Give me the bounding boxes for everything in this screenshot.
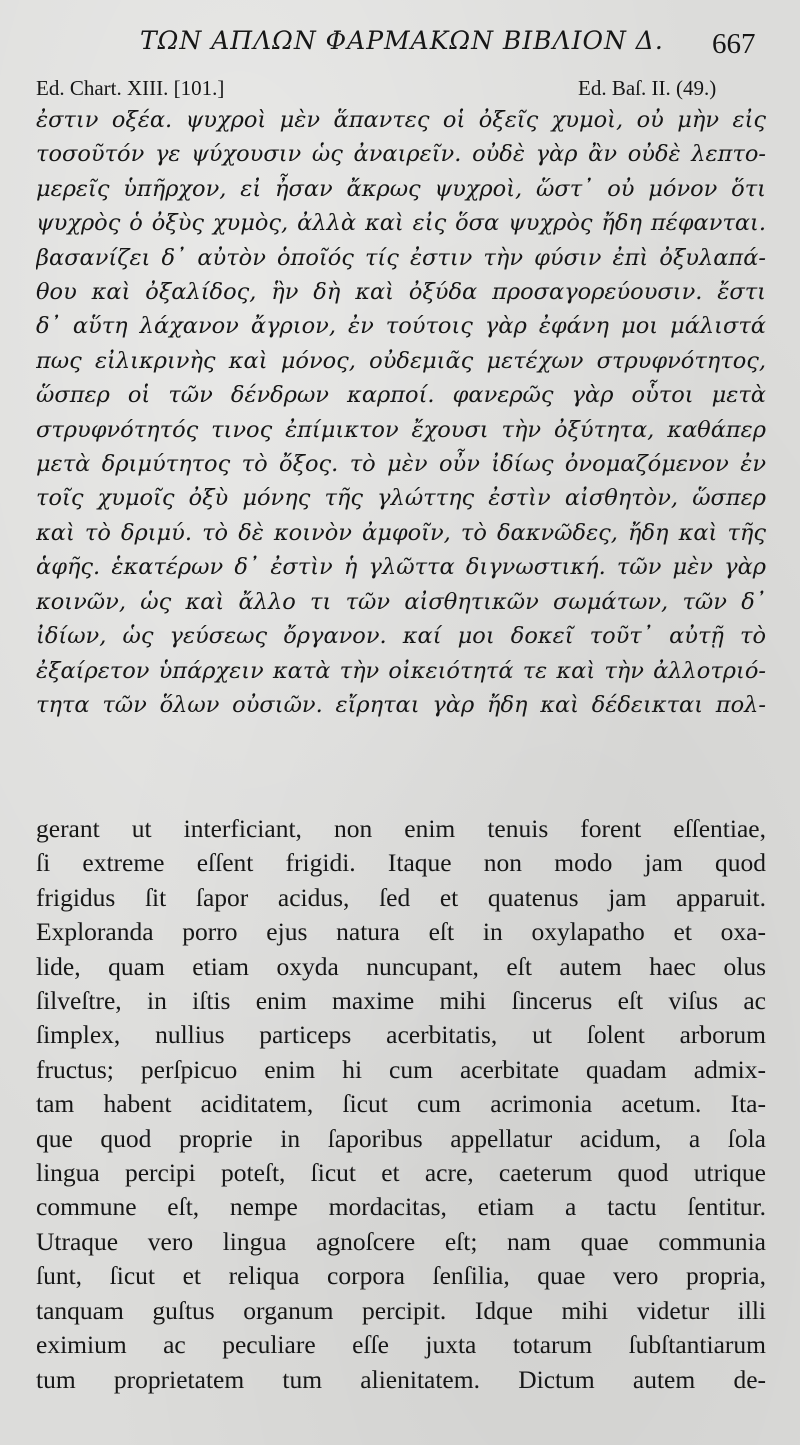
greek-line: μερεῖς ὑπῆρχον, εἰ ἦσαν ἄκρως ψυχροὶ, ὥστ᾽ οὐ μόνον ὅτι <box>36 175 766 202</box>
latin-line: lide, quam etiam oxyda nuncupant, eſt autem haec olus <box>36 951 766 981</box>
latin-line: gerant ut interficiant, non enim tenuis forent eſſentiae, <box>36 814 766 843</box>
greek-line: ἐστιν οξέα. ψυχροὶ μὲν ἅπαντες οἱ ὀξεῖς χυμοὶ, οὐ μὴν εἰς <box>36 107 766 133</box>
greek-line: κοινῶν, ὡς καὶ ἄλλο τι τῶν αἰσθητικῶν σωμάτων, τῶν δ᾽ <box>36 588 766 615</box>
latin-line: eximium ac peculiare eſſe juxta totarum ſubſtantiarum <box>36 1330 766 1360</box>
latin-text-block <box>36 812 766 1397</box>
greek-line: ἁφῆς. ἑκατέρων δ᾽ ἐστὶν ἡ γλῶττα διγνωστική. τῶν μὲν γὰρ <box>36 554 766 581</box>
greek-line: βασανίζει δ᾽ αὐτὸν ὁποῖός τίς ἐστιν τὴν φύσιν ἐπὶ ὀξυλαπά- <box>36 244 766 271</box>
greek-line: ὥσπερ οἱ τῶν δένδρων καρποί. φανερῶς γὰρ οὗτοι μετὰ <box>36 382 766 409</box>
latin-line: que quod proprie in ſaporibus appellatur acidum, a ſola <box>36 1123 766 1153</box>
running-title: ΤΩΝ ΑΠΛΩΝ ΦΑΡΜΑΚΩΝ ΒΙΒΛΙΟΝ Δ. <box>140 26 664 55</box>
greek-line: θου καὶ ὀξαλίδος, ἣν δὴ καὶ ὀξύδα προσαγορεύουσιν. ἔστι <box>36 279 766 306</box>
greek-line: καὶ τὸ δριμύ. τὸ δὲ κοινὸν ἀμφοῖν, τὸ δακνῶδες, ἤδη καὶ τῆς <box>36 519 766 546</box>
latin-line: ſunt, ſicut et reliqua corpora ſenſilia, quae vero propria, <box>36 1261 766 1291</box>
latin-line: Utraque vero lingua agnoſcere eſt; nam quae communia <box>36 1226 766 1256</box>
latin-line: lingua percipi poteſt, ſicut et acre, caeterum quod utrique <box>36 1158 766 1188</box>
greek-line: τοσοῦτόν γε ψύχουσιν ὡς ἀναιρεῖν. οὐδὲ γὰρ ἂν οὐδὲ λεπτο- <box>36 141 766 168</box>
latin-line: frigidus ſit ſapor acidus, ſed et quatenus jam apparuit. <box>36 882 766 912</box>
latin-line: tam habent aciditatem, ſicut cum acrimonia acetum. Ita- <box>36 1089 766 1119</box>
latin-line: ſimplex, nullius particeps acerbitatis, ut ſolent arborum <box>36 1020 766 1050</box>
greek-text-block <box>36 103 766 722</box>
latin-line: fructus; perſpicuo enim hi cum acerbitate quadam admix- <box>36 1054 766 1084</box>
latin-line: Exploranda porro ejus natura eſt in oxylapatho et oxa- <box>36 917 766 947</box>
greek-line: τητα τῶν ὅλων οὐσιῶν. εἴρηται γὰρ ἤδη καὶ δέδεικται πολ- <box>36 691 766 718</box>
latin-line: tum proprietatem tum alienitatem. Dictum autem de- <box>36 1364 766 1394</box>
latin-line: tanquam guſtus organum percipit. Idque mihi videtur illi <box>36 1295 766 1325</box>
latin-line: commune eſt, nempe mordacitas, etiam a tactu ſentitur. <box>36 1192 766 1222</box>
latin-line: ſi extreme eſſent frigidi. Itaque non modo jam quod <box>36 848 766 878</box>
greek-line: ἐξαίρετον ὑπάρχειν κατὰ τὴν οἰκειότητά τε καὶ τὴν ἀλλοτριό- <box>36 657 766 684</box>
greek-line: τοῖς χυμοῖς ὀξὺ μόνης τῆς γλώττης ἐστὶν αἰσθητὸν, ὥσπερ <box>36 485 766 512</box>
greek-line: δ᾽ αὕτη λάχανον ἄγριον, ἐν τούτοις γὰρ ἐφάνη μοι μάλιστά <box>36 313 766 340</box>
latin-line: ſilveſtre, in iſtis enim maxime mihi ſincerus eſt viſus ac <box>36 986 766 1016</box>
edition-reference-left: Ed. Chart. XIII. [101.] <box>36 76 225 100</box>
greek-line: πως εἰλικρινὴς καὶ μόνος, οὐδεμιᾶς μετέχων στρυφνότητος, <box>36 347 766 374</box>
greek-line: στρυφνότητός τινος ἐπίμικτον ἔχουσι τὴν ὀξύτητα, καθάπερ <box>36 416 766 443</box>
greek-line: μετὰ δριμύτητος τὸ ὄξος. τὸ μὲν οὖν ἰδίως ὀνομαζόμενον ἐν <box>36 451 766 478</box>
greek-line: ἰδίων, ὡς γεύσεως ὄργανον. καί μοι δοκεῖ τοῦτ᾽ αὐτῇ τὸ <box>36 623 766 650</box>
edition-reference-right: Ed. Baſ. II. (49.) <box>578 76 717 100</box>
greek-line: ψυχρὸς ὁ ὀξὺς χυμὸς, ἀλλὰ καὶ εἰς ὅσα ψυχρὸς ἤδη πέφανται. <box>36 210 766 237</box>
page-number: 667 <box>712 28 756 60</box>
